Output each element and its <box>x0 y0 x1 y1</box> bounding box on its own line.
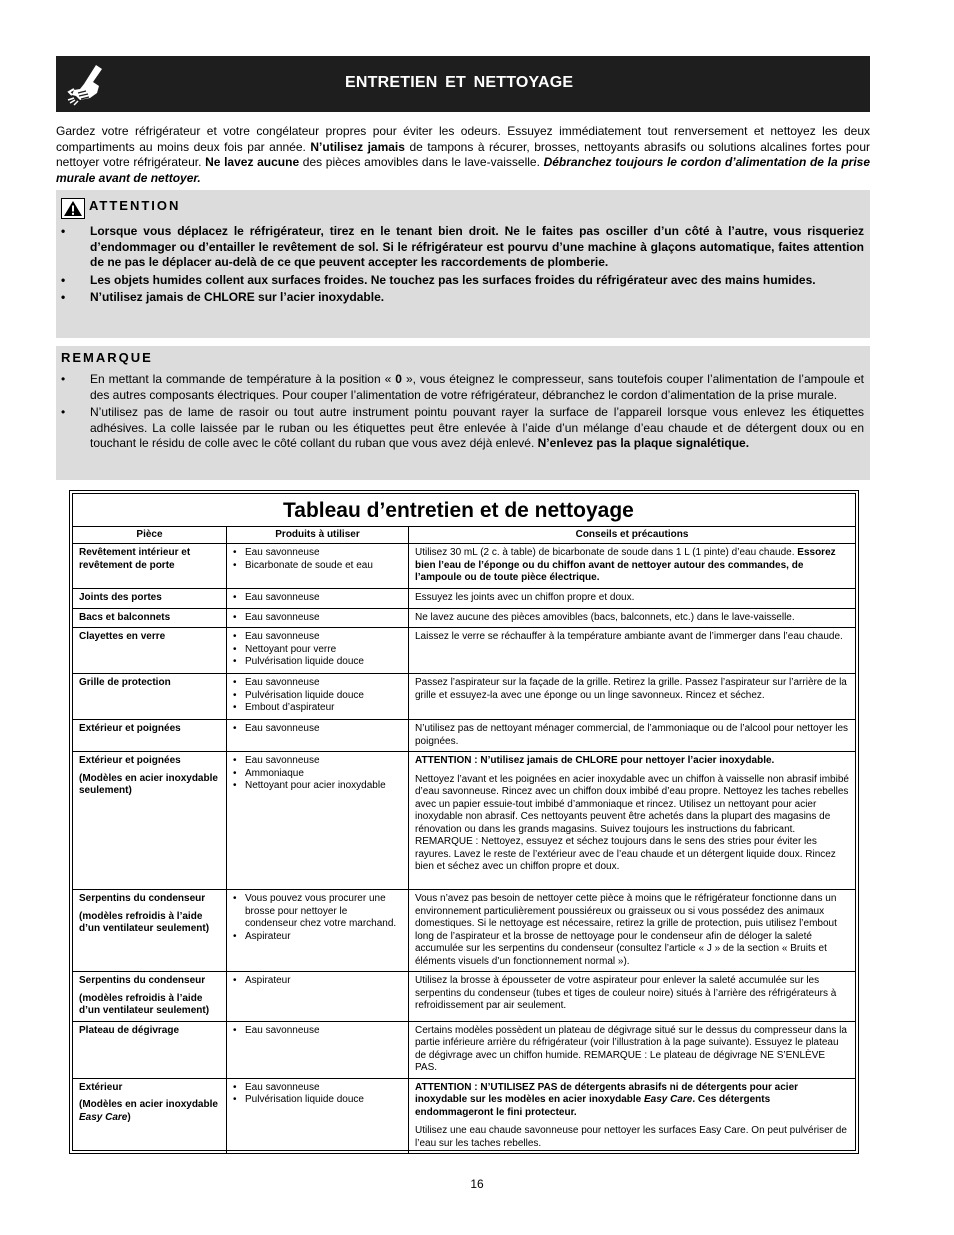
piece-cell: Joints des portes <box>73 589 227 609</box>
remarque-list <box>56 372 870 454</box>
advice-bold <box>415 1082 798 1118</box>
care-table <box>72 493 856 1151</box>
advice-text: Utilisez 30 mL (2 c. à table) de bicarbonate de soude dans 1 L (1 pinte) d’eau chaude. <box>415 547 795 558</box>
advice-bold-text: ATTENTION : N’UTILISEZ PAS de détergents abrasifs ni de détergents pour acier inoxydable sur les modèles en acier inoxydable <box>415 1081 799 1105</box>
warning-triangle-icon <box>61 198 85 219</box>
list-item-text: En mettant la commande de température à la position « <box>90 372 396 386</box>
piece-name: Extérieur et poignées <box>79 755 181 766</box>
table-row <box>73 752 855 890</box>
advice-text: Nettoyez l’avant et les poignées en acier inoxydable avec un chiffon à vaisselle non abrasif imbibé d’eau savonneuse. Rincez avec un chiffon doux imbibé d’eau propre. Nettoyez les taches rebelles avec un papier essuie-tout imbibé d’ammoniaque et rincez. Utilisez un nettoyant pour acier inoxydable non abrasif. Ces nettoyants peuvent être achetés dans la plupart des magasins de rénovation ou dans les grands magasins. Suivez toujours les instructions du fabricant. <box>415 773 849 835</box>
products-cell <box>227 589 409 609</box>
product-item: • Pulvérisation liquide douce <box>233 656 402 669</box>
list-item: • Les objets humides collent aux surfaces froides. Ne touchez pas les surfaces froides du réfrigérateur avec des mains humides. <box>61 272 816 287</box>
piece-subtitle-text: ) <box>127 1111 131 1123</box>
piece-subtitle-italic: Easy Care <box>79 1111 128 1123</box>
products-cell <box>227 752 409 890</box>
advice-bold: Essorez bien l’eau de l’éponge ou du chiffon avant de nettoyer autour des commandes, de l’ampoule ou de toute pièce électrique. <box>415 547 836 583</box>
advice-cell: Essuyez les joints avec un chiffon propre et doux. <box>409 589 856 609</box>
piece-subtitle: (modèles refroidis à l’aide d’un ventilateur seulement) <box>79 910 210 934</box>
piece-cell <box>73 972 227 1022</box>
product-item: • Eau savonneuse <box>233 1082 402 1095</box>
column-header: Conseils et précautions <box>409 527 856 544</box>
table-header-row <box>73 527 855 544</box>
products-cell <box>227 628 409 674</box>
advice-cell: Laissez le verre se réchauffer à la température ambiante avant de l’immerger dans l’eau chaude. <box>409 628 856 674</box>
advice-text: Utilisez une eau chaude savonneuse pour nettoyer les surfaces Easy Care. On peut pulvériser de l’eau sur les taches rebelles. <box>415 1125 847 1149</box>
products-cell <box>227 972 409 1022</box>
care-table-frame <box>69 490 859 1154</box>
list-item-text: Lorsque vous déplacez le réfrigérateur, tirez en le tenant bien droit. Ne le faites pas osciller d’un côté à l’autre, vous risqueriez d’endommager ou d’entailler le revêtement de sol. Si le réfrigérateur est pourvu d’une machine à glaçons automatique, faites attention de ne pas le déplacer au-delà de ce que peuvent accepter les raccordements de plomberie. <box>90 224 864 269</box>
intro-bold: Ne lavez aucune <box>205 155 300 169</box>
piece-cell <box>73 1078 227 1153</box>
table-row <box>73 890 855 972</box>
product-item: • Eau savonneuse <box>233 592 402 605</box>
piece-name: Extérieur <box>79 1081 123 1093</box>
intro-bold-italic: Débranchez toujours le cordon d’alimentation de la prise murale avant de nettoyer. <box>56 155 870 185</box>
table-row <box>73 674 855 720</box>
table-title-text: Tableau d’entretien et de nettoyage <box>283 499 634 522</box>
table-row <box>73 720 855 752</box>
piece-name: Serpentins du condenseur <box>79 893 206 904</box>
list-item: • Lorsque vous déplacez le réfrigérateur, tirez en le tenant bien droit. Ne le faites pas osciller d’un côté à l’autre, vous risqueriez d’endommager ou d’entailler le revêtement de sol. Si le réfrigérateur est pourvu d’une machine à glaçons automatique, faites attention de ne pas le déplacer au-delà de ce que peuvent accepter les raccordements de plomberie. <box>61 224 864 269</box>
piece-subtitle <box>79 1099 220 1124</box>
table-row <box>73 972 855 1022</box>
product-item: • Pulvérisation liquide douce <box>233 1094 402 1107</box>
piece-cell <box>73 752 227 890</box>
products-cell <box>227 544 409 589</box>
piece-cell: Grille de protection <box>73 674 227 720</box>
product-item: • Pulvérisation liquide douce <box>233 690 402 703</box>
products-cell <box>227 1078 409 1153</box>
products-cell <box>227 674 409 720</box>
list-item: • N’utilisez jamais de CHLORE sur l’acier inoxydable. <box>61 290 385 304</box>
advice-text: REMARQUE : Nettoyez, essuyez et séchez toujours dans le sens des stries pour éviter les rayures. Lavez le reste de l’extérieur avec de l’eau chaude et un détergent liquide doux. Rincez bien et séchez avec un chiffon propre et doux. <box>415 836 836 872</box>
table-row <box>73 544 855 589</box>
advice-cell: N’utilisez pas de nettoyant ménager commercial, de l’ammoniaque ou de l’alcool pour nettoyer les poignées. <box>409 720 856 752</box>
attention-label: ATTENTION <box>89 198 181 213</box>
advice-bold: ATTENTION : N’utilisez jamais de CHLORE pour nettoyer l’acier inoxydable. <box>415 755 775 766</box>
advice-bold-text: . Ces détergents endommageront le fini protecteur. <box>415 1094 771 1118</box>
list-item: • N’utilisez pas de lame de rasoir ou tout autre instrument pointu pouvant rayer la surface de l’appareil lorsque vous enlevez les étiquettes adhésives. La colle laissée par le ruban ou les étiquettes peut être enlevée à l’aide d’un mélange d’eau chaude et de détergent doux ou en touchant le résidu de colle avec le côté collant du ruban que vous avez déjà enlevé. N’enlevez pas la plaque signalétique. <box>61 405 864 450</box>
product-item: • Eau savonneuse <box>233 723 402 736</box>
remarque-box <box>56 346 870 480</box>
piece-subtitle-text: (Modèles en acier inoxydable <box>79 1099 218 1110</box>
product-item: • Bicarbonate de soude et eau <box>233 560 402 573</box>
column-header: Produits à utiliser <box>227 527 409 544</box>
advice-bold-italic: Easy Care <box>643 1094 693 1105</box>
advice-cell: Vous n’avez pas besoin de nettoyer cette pièce à moins que le réfrigérateur fonctionne dans un environnement particulièrement poussiéreux ou graisseux ou si vous possédez des animaux domestiques. Si le nettoyage est nécessaire, retirez la grille de protection, puis utilisez l’embout long de l’aspirateur et la brosse de nettoyage pour le condenseur afin de déloger la saleté accumulée sur les serpentins du condenseur (consultez l’article « J » de la section « Bruits et éléments visuels d’un fonctionnement normal »). <box>409 890 856 972</box>
list-item-text: Les objets humides collent aux surfaces froides. Ne touchez pas les surfaces froides du réfrigérateur avec des mains humides. <box>90 272 816 287</box>
piece-subtitle: (modèles refroidis à l’aide d’un ventilateur seulement) <box>79 992 210 1016</box>
product-item: • Eau savonneuse <box>233 612 402 625</box>
table-title <box>73 494 855 527</box>
advice-cell: Ne lavez aucune des pièces amovibles (bacs, balconnets, etc.) dans le lave-vaisselle. <box>409 608 856 628</box>
remarque-label: REMARQUE <box>61 350 153 365</box>
table-row <box>73 608 855 628</box>
piece-cell: Clayettes en verre <box>73 628 227 674</box>
intro-paragraph <box>56 124 870 186</box>
products-cell <box>227 890 409 972</box>
piece-subtitle: (Modèles en acier inoxydable seulement) <box>79 772 218 796</box>
advice-cell <box>409 544 856 589</box>
advice-cell <box>409 752 856 890</box>
intro-bold: N’utilisez jamais <box>310 139 405 154</box>
product-item: • Eau savonneuse <box>233 631 402 644</box>
column-header: Pièce <box>73 527 227 544</box>
piece-cell: Bacs et balconnets <box>73 608 227 628</box>
product-item: • Aspirateur <box>233 931 402 944</box>
page-number: 16 <box>470 1177 484 1191</box>
product-item: • Nettoyant pour verre <box>233 644 402 657</box>
advice-cell: Utilisez la brosse à épousseter de votre aspirateur pour enlever la saleté accumulée sur les serpentins du condenseur (tubes et tiges de couleur noire) situés à l’arrière des réfrigérateurs à refroidissement par air seulement. <box>409 972 856 1022</box>
list-item: • En mettant la commande de température à la position « 0 », vous éteignez le compresseur, sans toutefois couper l’alimentation de l’ampoule et des autres composants électriques. Pour couper l’alimentation de votre réfrigérateur, débranchez le cordon d’alimentation de la prise murale. <box>61 372 864 402</box>
piece-cell <box>73 890 227 972</box>
product-item: • Aspirateur <box>233 975 402 988</box>
attention-box <box>56 190 870 338</box>
intro-text: de tampons à récurer, brosses, nettoyants abrasifs ou solutions alcalines fortes pour nettoyer votre réfrigérateur. <box>56 139 870 169</box>
advice-cell: Certains modèles possèdent un plateau de dégivrage situé sur le dessus du compresseur dans la partie inférieure arrière du réfrigérateur (voir l’illustration à la page suivante). Essuyez le plateau de dégivrage avec un chiffon humide. REMARQUE : Le plateau de dégivrage NE S’ENLÈVE PAS. <box>409 1021 856 1078</box>
product-item: • Nettoyant pour acier inoxydable <box>233 780 402 793</box>
product-item: • Eau savonneuse <box>233 755 402 768</box>
product-item: • Eau savonneuse <box>233 547 402 560</box>
product-item: • Eau savonneuse <box>233 677 402 690</box>
hand-icon <box>66 62 108 106</box>
list-item-text: N’utilisez jamais de CHLORE sur l’acier inoxydable. <box>90 290 385 304</box>
advice-cell: Passez l’aspirateur sur la façade de la grille. Retirez la grille. Passez l’aspirateur sur l’arrière de la grille et essuyez-la avec une éponge ou un linge savonneux. Rincez et séchez. <box>409 674 856 720</box>
table-row <box>73 1021 855 1078</box>
intro-text: Gardez votre réfrigérateur et votre congélateur propres pour éviter les odeurs. Essuyez immédiatement tout renversement et nettoyez les deux compartiments au moins deux fois par année. <box>56 124 870 154</box>
section-title: ENTRETIEN ET NETTOYAGE <box>345 74 574 91</box>
piece-cell: Extérieur et poignées <box>73 720 227 752</box>
piece-cell: Revêtement intérieur et revêtement de porte <box>73 544 227 589</box>
advice-cell <box>409 1078 856 1153</box>
product-item: • Ammoniaque <box>233 768 402 781</box>
table-row <box>73 628 855 674</box>
list-item-text: N’utilisez pas de lame de rasoir ou tout autre instrument pointu pouvant rayer la surface de l’appareil lorsque vous enlevez les étiquettes adhésives. La colle laissée par le ruban ou les étiquettes peut être enlevée à l’aide d’un mélange d’eau chaude et de détergent doux ou en touchant le résidu de colle avec le côté collant du ruban que vous avez déjà enlevé. <box>90 405 864 450</box>
product-item: • Eau savonneuse <box>233 1025 402 1038</box>
intro-text: des pièces amovibles dans le lave-vaisselle. <box>299 155 544 169</box>
list-item-text: », vous éteignez le compresseur, sans toutefois couper l’alimentation de l’ampoule et des autres composants électriques. Pour couper l’alimentation de votre réfrigérateur, débranchez le cordon d’alimentation de la prise murale. <box>90 372 864 402</box>
piece-name: Serpentins du condenseur <box>79 975 206 986</box>
piece-cell: Plateau de dégivrage <box>73 1021 227 1078</box>
product-item: • Embout d’aspirateur <box>233 702 402 715</box>
list-item-bold: 0 <box>395 372 402 386</box>
products-cell <box>227 720 409 752</box>
product-item: • Vous pouvez vous procurer une brosse pour nettoyer le condenseur chez votre marchand. <box>233 893 402 931</box>
products-cell <box>227 608 409 628</box>
section-header <box>56 56 870 112</box>
table-row <box>73 589 855 609</box>
products-cell <box>227 1021 409 1078</box>
list-item-bold: N’enlevez pas la plaque signalétique. <box>537 436 750 450</box>
table-row <box>73 1078 855 1153</box>
attention-list <box>56 224 870 308</box>
care-table-grid <box>73 527 855 1153</box>
